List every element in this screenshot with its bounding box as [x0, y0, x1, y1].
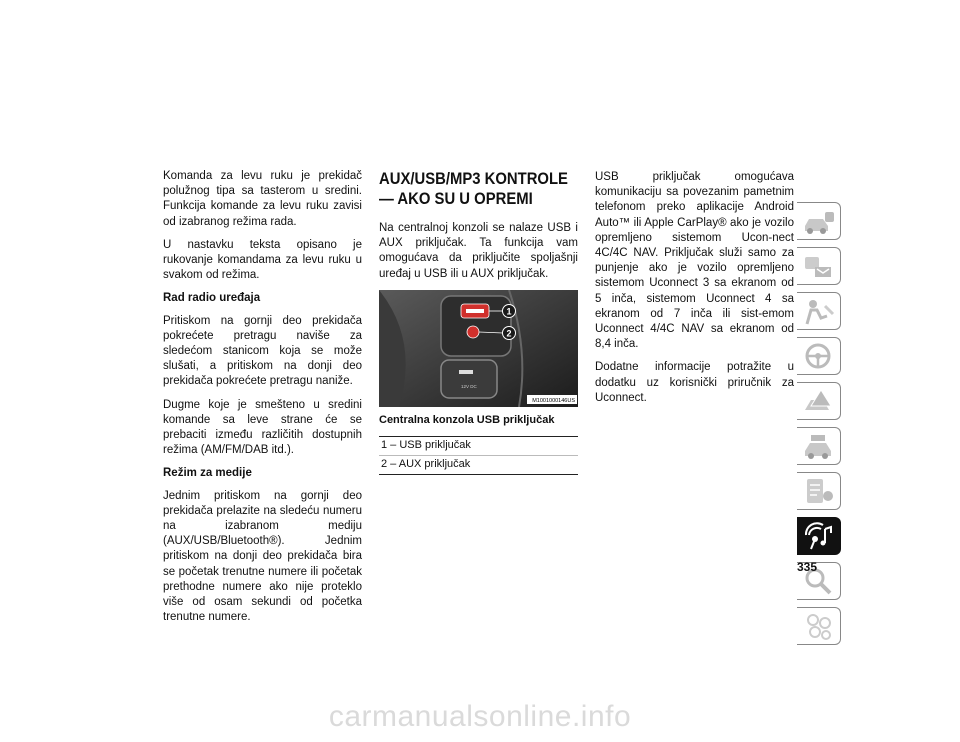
left-column: [163, 169, 362, 633]
legend-item: 2 – AUX priključak: [379, 455, 578, 475]
safety-icon: [801, 296, 837, 326]
callout-2: 2: [506, 328, 512, 339]
car-info-icon: [801, 206, 837, 236]
console-usb-photo: [379, 290, 578, 407]
tab-car-info[interactable]: [797, 202, 841, 240]
figure-code: M1001000146US: [532, 397, 575, 404]
figure-caption: Centralna konzola USB priključak: [379, 413, 555, 426]
warning-lights-icon: [801, 251, 837, 281]
middle-column: [379, 169, 578, 475]
language-icon: [801, 611, 837, 641]
tab-steering[interactable]: [797, 337, 841, 375]
paragraph: Dodatne informacije potražite u dodatku uz korisnički priručnik za Uconnect.: [595, 361, 794, 404]
console-illustration: [379, 290, 578, 407]
paragraph: U nastavku teksta opisano je rukovanje komandama za levu ruku u svakom od režima.: [163, 238, 362, 282]
subheading-radio: Rad radio uređaja: [163, 292, 261, 305]
paragraph: Pritiskom na gornji deo prekidača pokrećete pretragu naviše za sledećom stanicom koja se može slušati, a pritiskom na donji deo prekidača pokrećete pretragu naniže.: [163, 314, 362, 388]
tab-specifications[interactable]: [797, 472, 841, 510]
page-number: 335: [797, 560, 818, 574]
legend-item: 1 – USB priključak: [381, 439, 471, 452]
tab-emergency[interactable]: [797, 382, 841, 420]
specifications-icon: [801, 476, 837, 506]
paragraph: Komanda za levu ruku je prekidač polužnog tipa sa tasterom u sredini. Funkcija komande za levu ruku zavisi od izabranog režima rada.: [163, 170, 362, 228]
paragraph: Jednim pritiskom na gornji deo prekidača prelazite na sledeću numeru na izabranom mediju (AUX/USB/Bluetooth®). Jednim pritiskom na donji deo prekidača bira se početak trenutne numere ili početak prethodne numere ako nije proteklo više od osam sekundi od početka trenutne numere.: [163, 489, 362, 624]
paragraph: Dugme koje je smešteno u sredini komande sa leve strane će se prebaciti između različitih dostupnih režima (AM/FM/DAB itd.).: [163, 398, 362, 457]
section-title: AUX/USB/MP3 KONTROLE — AKO SU U OPREMI: [379, 170, 568, 208]
emergency-icon: [801, 386, 837, 416]
tab-warning-lights[interactable]: [797, 247, 841, 285]
plate-label: 12V DC: [461, 383, 477, 389]
subheading-media: Režim za medije: [163, 467, 252, 480]
paragraph: USB priključak omogućava komunikaciju sa povezanim pametnim telefonom preko aplikacije Android Auto™ ili Apple CarPlay® ako je vozilo opremljeno sistemom Ucon-nect 4C/4C NAV. Priključak služi samo za punjenje ako je vozilo opremljeno sistemom Uconnect 3 sa ekranom od 5 inča, sistemom Uconnect 4 sa ekranom od 7 inča ili sist-emom Uconnect 4/4C NAV sa ekranom od 8,4 inča.: [595, 171, 794, 351]
figure-legend: [379, 436, 578, 475]
paragraph: Na centralnoj konzoli se nalaze USB i AUX priključak. Ta funkcija vam omogućava da priključite spoljašnji uređaj u USB ili u AUX priključak.: [379, 222, 578, 280]
steering-icon: [801, 341, 837, 371]
multimedia-icon: [801, 521, 837, 551]
chapter-tabs: [797, 202, 841, 652]
right-column: [595, 170, 794, 414]
tab-language[interactable]: [797, 607, 841, 645]
callout-1: 1: [506, 306, 512, 317]
tab-multimedia[interactable]: [797, 517, 841, 555]
watermark: carmanualsonline.info: [328, 700, 632, 733]
tab-safety[interactable]: [797, 292, 841, 330]
service-icon: [801, 431, 837, 461]
tab-service[interactable]: [797, 427, 841, 465]
